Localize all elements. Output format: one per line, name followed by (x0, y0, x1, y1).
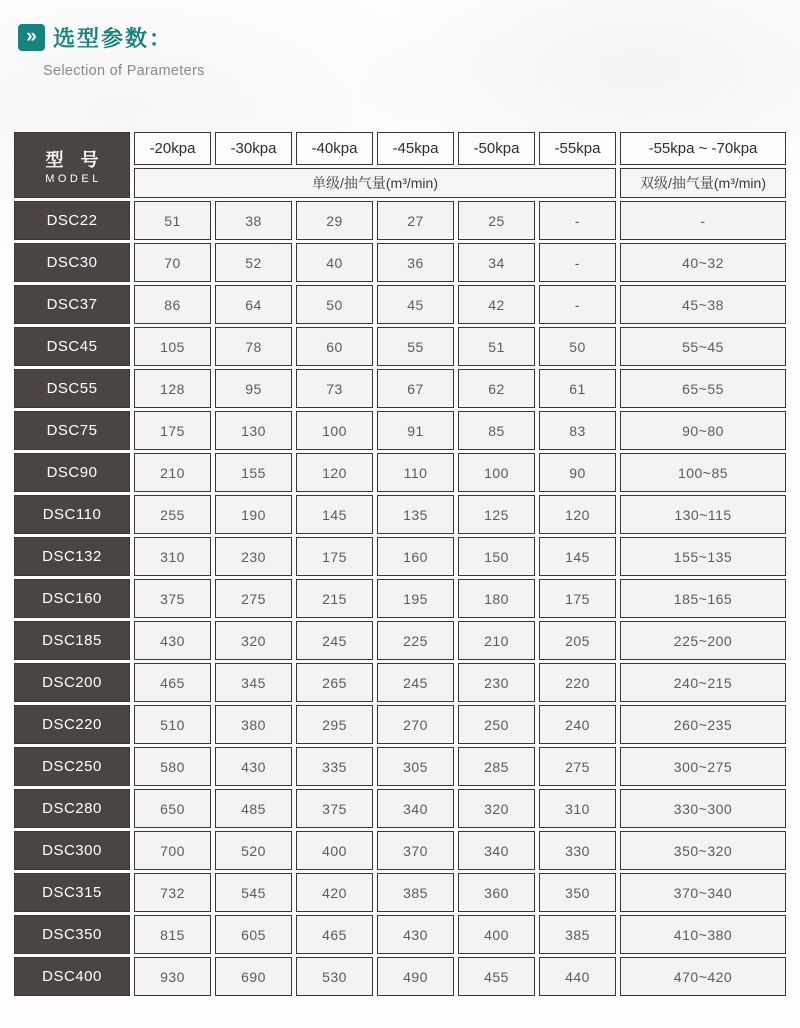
value-cell: 70 (134, 243, 211, 282)
value-cell: 690 (215, 957, 292, 996)
value-cell: 67 (377, 369, 454, 408)
value-cell: 400 (296, 831, 373, 870)
value-cell: 310 (134, 537, 211, 576)
value-cell: 210 (134, 453, 211, 492)
value-cell: 265 (296, 663, 373, 702)
value-cell: 50 (539, 327, 616, 366)
value-cell: 95 (215, 369, 292, 408)
value-cell: 215 (296, 579, 373, 618)
value-cell: 100 (296, 411, 373, 450)
value-cell: 190 (215, 495, 292, 534)
model-cell: DSC185 (14, 621, 130, 660)
model-cell: DSC37 (14, 285, 130, 324)
value-cell: 55 (377, 327, 454, 366)
model-cell: DSC132 (14, 537, 130, 576)
value-cell: 605 (215, 915, 292, 954)
value-cell: 360 (458, 873, 535, 912)
value-cell: 160 (377, 537, 454, 576)
value-cell: 345 (215, 663, 292, 702)
value-cell: 580 (134, 747, 211, 786)
value-cell: 130~115 (620, 495, 786, 534)
model-cell: DSC220 (14, 705, 130, 744)
value-cell: 510 (134, 705, 211, 744)
value-cell: 145 (296, 495, 373, 534)
single-stage-header-cell: 单级/抽气量(m³/min) (134, 168, 616, 198)
model-cell: DSC250 (14, 747, 130, 786)
value-cell: 90~80 (620, 411, 786, 450)
value-cell: 485 (215, 789, 292, 828)
model-cell: DSC200 (14, 663, 130, 702)
value-cell: 175 (539, 579, 616, 618)
model-cell: DSC110 (14, 495, 130, 534)
value-cell: 110 (377, 453, 454, 492)
value-cell: - (539, 285, 616, 324)
value-cell: 120 (296, 453, 373, 492)
value-cell: 295 (296, 705, 373, 744)
value-cell: 150 (458, 537, 535, 576)
value-cell: 225 (377, 621, 454, 660)
model-cell: DSC315 (14, 873, 130, 912)
value-cell: 61 (539, 369, 616, 408)
value-cell: 255 (134, 495, 211, 534)
model-cell: DSC75 (14, 411, 130, 450)
value-cell: 38 (215, 201, 292, 240)
value-cell: 78 (215, 327, 292, 366)
pressure-header-cell: -55kpa ~ -70kpa (620, 132, 786, 165)
value-cell: 100 (458, 453, 535, 492)
value-cell: 275 (539, 747, 616, 786)
double-chevron-icon: » (18, 24, 45, 51)
value-cell: 455 (458, 957, 535, 996)
page-header (0, 0, 800, 132)
value-cell: 91 (377, 411, 454, 450)
double-stage-header-cell: 双级/抽气量(m³/min) (620, 168, 786, 198)
value-cell: 42 (458, 285, 535, 324)
value-cell: 34 (458, 243, 535, 282)
model-cell: DSC55 (14, 369, 130, 408)
value-cell: 700 (134, 831, 211, 870)
title-row (18, 22, 800, 53)
value-cell: 430 (134, 621, 211, 660)
value-cell: 375 (134, 579, 211, 618)
value-cell: 55~45 (620, 327, 786, 366)
value-cell: 320 (458, 789, 535, 828)
value-cell: 27 (377, 201, 454, 240)
value-cell: 225~200 (620, 621, 786, 660)
value-cell: 250 (458, 705, 535, 744)
value-cell: 90 (539, 453, 616, 492)
value-cell: 83 (539, 411, 616, 450)
value-cell: 120 (539, 495, 616, 534)
value-cell: 220 (539, 663, 616, 702)
value-cell: 36 (377, 243, 454, 282)
value-cell: 60 (296, 327, 373, 366)
pressure-header-cell: -50kpa (458, 132, 535, 165)
value-cell: 130 (215, 411, 292, 450)
value-cell: 430 (215, 747, 292, 786)
value-cell: 145 (539, 537, 616, 576)
value-cell: 732 (134, 873, 211, 912)
value-cell: 29 (296, 201, 373, 240)
value-cell: 25 (458, 201, 535, 240)
value-cell: 135 (377, 495, 454, 534)
value-cell: 650 (134, 789, 211, 828)
pressure-header-cell: -20kpa (134, 132, 211, 165)
value-cell: 40~32 (620, 243, 786, 282)
value-cell: 350~320 (620, 831, 786, 870)
value-cell: 260~235 (620, 705, 786, 744)
model-header-cell (14, 132, 130, 198)
model-cell: DSC30 (14, 243, 130, 282)
value-cell: 320 (215, 621, 292, 660)
page-subtitle: Selection of Parameters (43, 63, 205, 79)
value-cell: 125 (458, 495, 535, 534)
model-cell: DSC90 (14, 453, 130, 492)
value-cell: 330 (539, 831, 616, 870)
value-cell: 73 (296, 369, 373, 408)
value-cell: 335 (296, 747, 373, 786)
value-cell: - (539, 243, 616, 282)
value-cell: 185~165 (620, 579, 786, 618)
model-cell: DSC22 (14, 201, 130, 240)
value-cell: 51 (458, 327, 535, 366)
value-cell: 375 (296, 789, 373, 828)
value-cell: 275 (215, 579, 292, 618)
value-cell: 530 (296, 957, 373, 996)
pressure-header-cell: -40kpa (296, 132, 373, 165)
value-cell: 440 (539, 957, 616, 996)
value-cell: 490 (377, 957, 454, 996)
value-cell: 155 (215, 453, 292, 492)
pressure-header-cell: -45kpa (377, 132, 454, 165)
value-cell: 380 (215, 705, 292, 744)
value-cell: 230 (215, 537, 292, 576)
value-cell: 385 (539, 915, 616, 954)
value-cell: 465 (134, 663, 211, 702)
value-cell: 385 (377, 873, 454, 912)
value-cell: 128 (134, 369, 211, 408)
value-cell: 470~420 (620, 957, 786, 996)
value-cell: 175 (134, 411, 211, 450)
value-cell: 100~85 (620, 453, 786, 492)
value-cell: 270 (377, 705, 454, 744)
value-cell: 245 (296, 621, 373, 660)
value-cell: 45 (377, 285, 454, 324)
value-cell: 85 (458, 411, 535, 450)
value-cell: 52 (215, 243, 292, 282)
value-cell: 410~380 (620, 915, 786, 954)
model-cell: DSC350 (14, 915, 130, 954)
value-cell: 300~275 (620, 747, 786, 786)
value-cell: 400 (458, 915, 535, 954)
value-cell: 155~135 (620, 537, 786, 576)
model-header-cn: 型 号 (45, 149, 105, 170)
value-cell: 370 (377, 831, 454, 870)
value-cell: 285 (458, 747, 535, 786)
value-cell: 420 (296, 873, 373, 912)
value-cell: 340 (377, 789, 454, 828)
pressure-header-cell: -55kpa (539, 132, 616, 165)
value-cell: 240 (539, 705, 616, 744)
pressure-header-cell: -30kpa (215, 132, 292, 165)
value-cell: - (620, 201, 786, 240)
value-cell: 305 (377, 747, 454, 786)
value-cell: 175 (296, 537, 373, 576)
value-cell: 195 (377, 579, 454, 618)
value-cell: 205 (539, 621, 616, 660)
value-cell: 370~340 (620, 873, 786, 912)
value-cell: 350 (539, 873, 616, 912)
value-cell: 430 (377, 915, 454, 954)
value-cell: 330~300 (620, 789, 786, 828)
value-cell: 520 (215, 831, 292, 870)
value-cell: 245 (377, 663, 454, 702)
value-cell: 64 (215, 285, 292, 324)
model-cell: DSC280 (14, 789, 130, 828)
value-cell: 86 (134, 285, 211, 324)
selection-parameters-table (14, 132, 786, 996)
page-title: 选型参数： (53, 26, 174, 51)
value-cell: 930 (134, 957, 211, 996)
value-cell: 180 (458, 579, 535, 618)
value-cell: 545 (215, 873, 292, 912)
value-cell: 815 (134, 915, 211, 954)
value-cell: 65~55 (620, 369, 786, 408)
value-cell: 105 (134, 327, 211, 366)
value-cell: 50 (296, 285, 373, 324)
value-cell: 230 (458, 663, 535, 702)
value-cell: 240~215 (620, 663, 786, 702)
value-cell: 62 (458, 369, 535, 408)
value-cell: 45~38 (620, 285, 786, 324)
value-cell: 210 (458, 621, 535, 660)
value-cell: 310 (539, 789, 616, 828)
model-cell: DSC400 (14, 957, 130, 996)
value-cell: - (539, 201, 616, 240)
value-cell: 40 (296, 243, 373, 282)
value-cell: 51 (134, 201, 211, 240)
value-cell: 340 (458, 831, 535, 870)
model-cell: DSC300 (14, 831, 130, 870)
value-cell: 465 (296, 915, 373, 954)
model-cell: DSC160 (14, 579, 130, 618)
model-cell: DSC45 (14, 327, 130, 366)
model-header-en: MODEL (45, 172, 102, 185)
